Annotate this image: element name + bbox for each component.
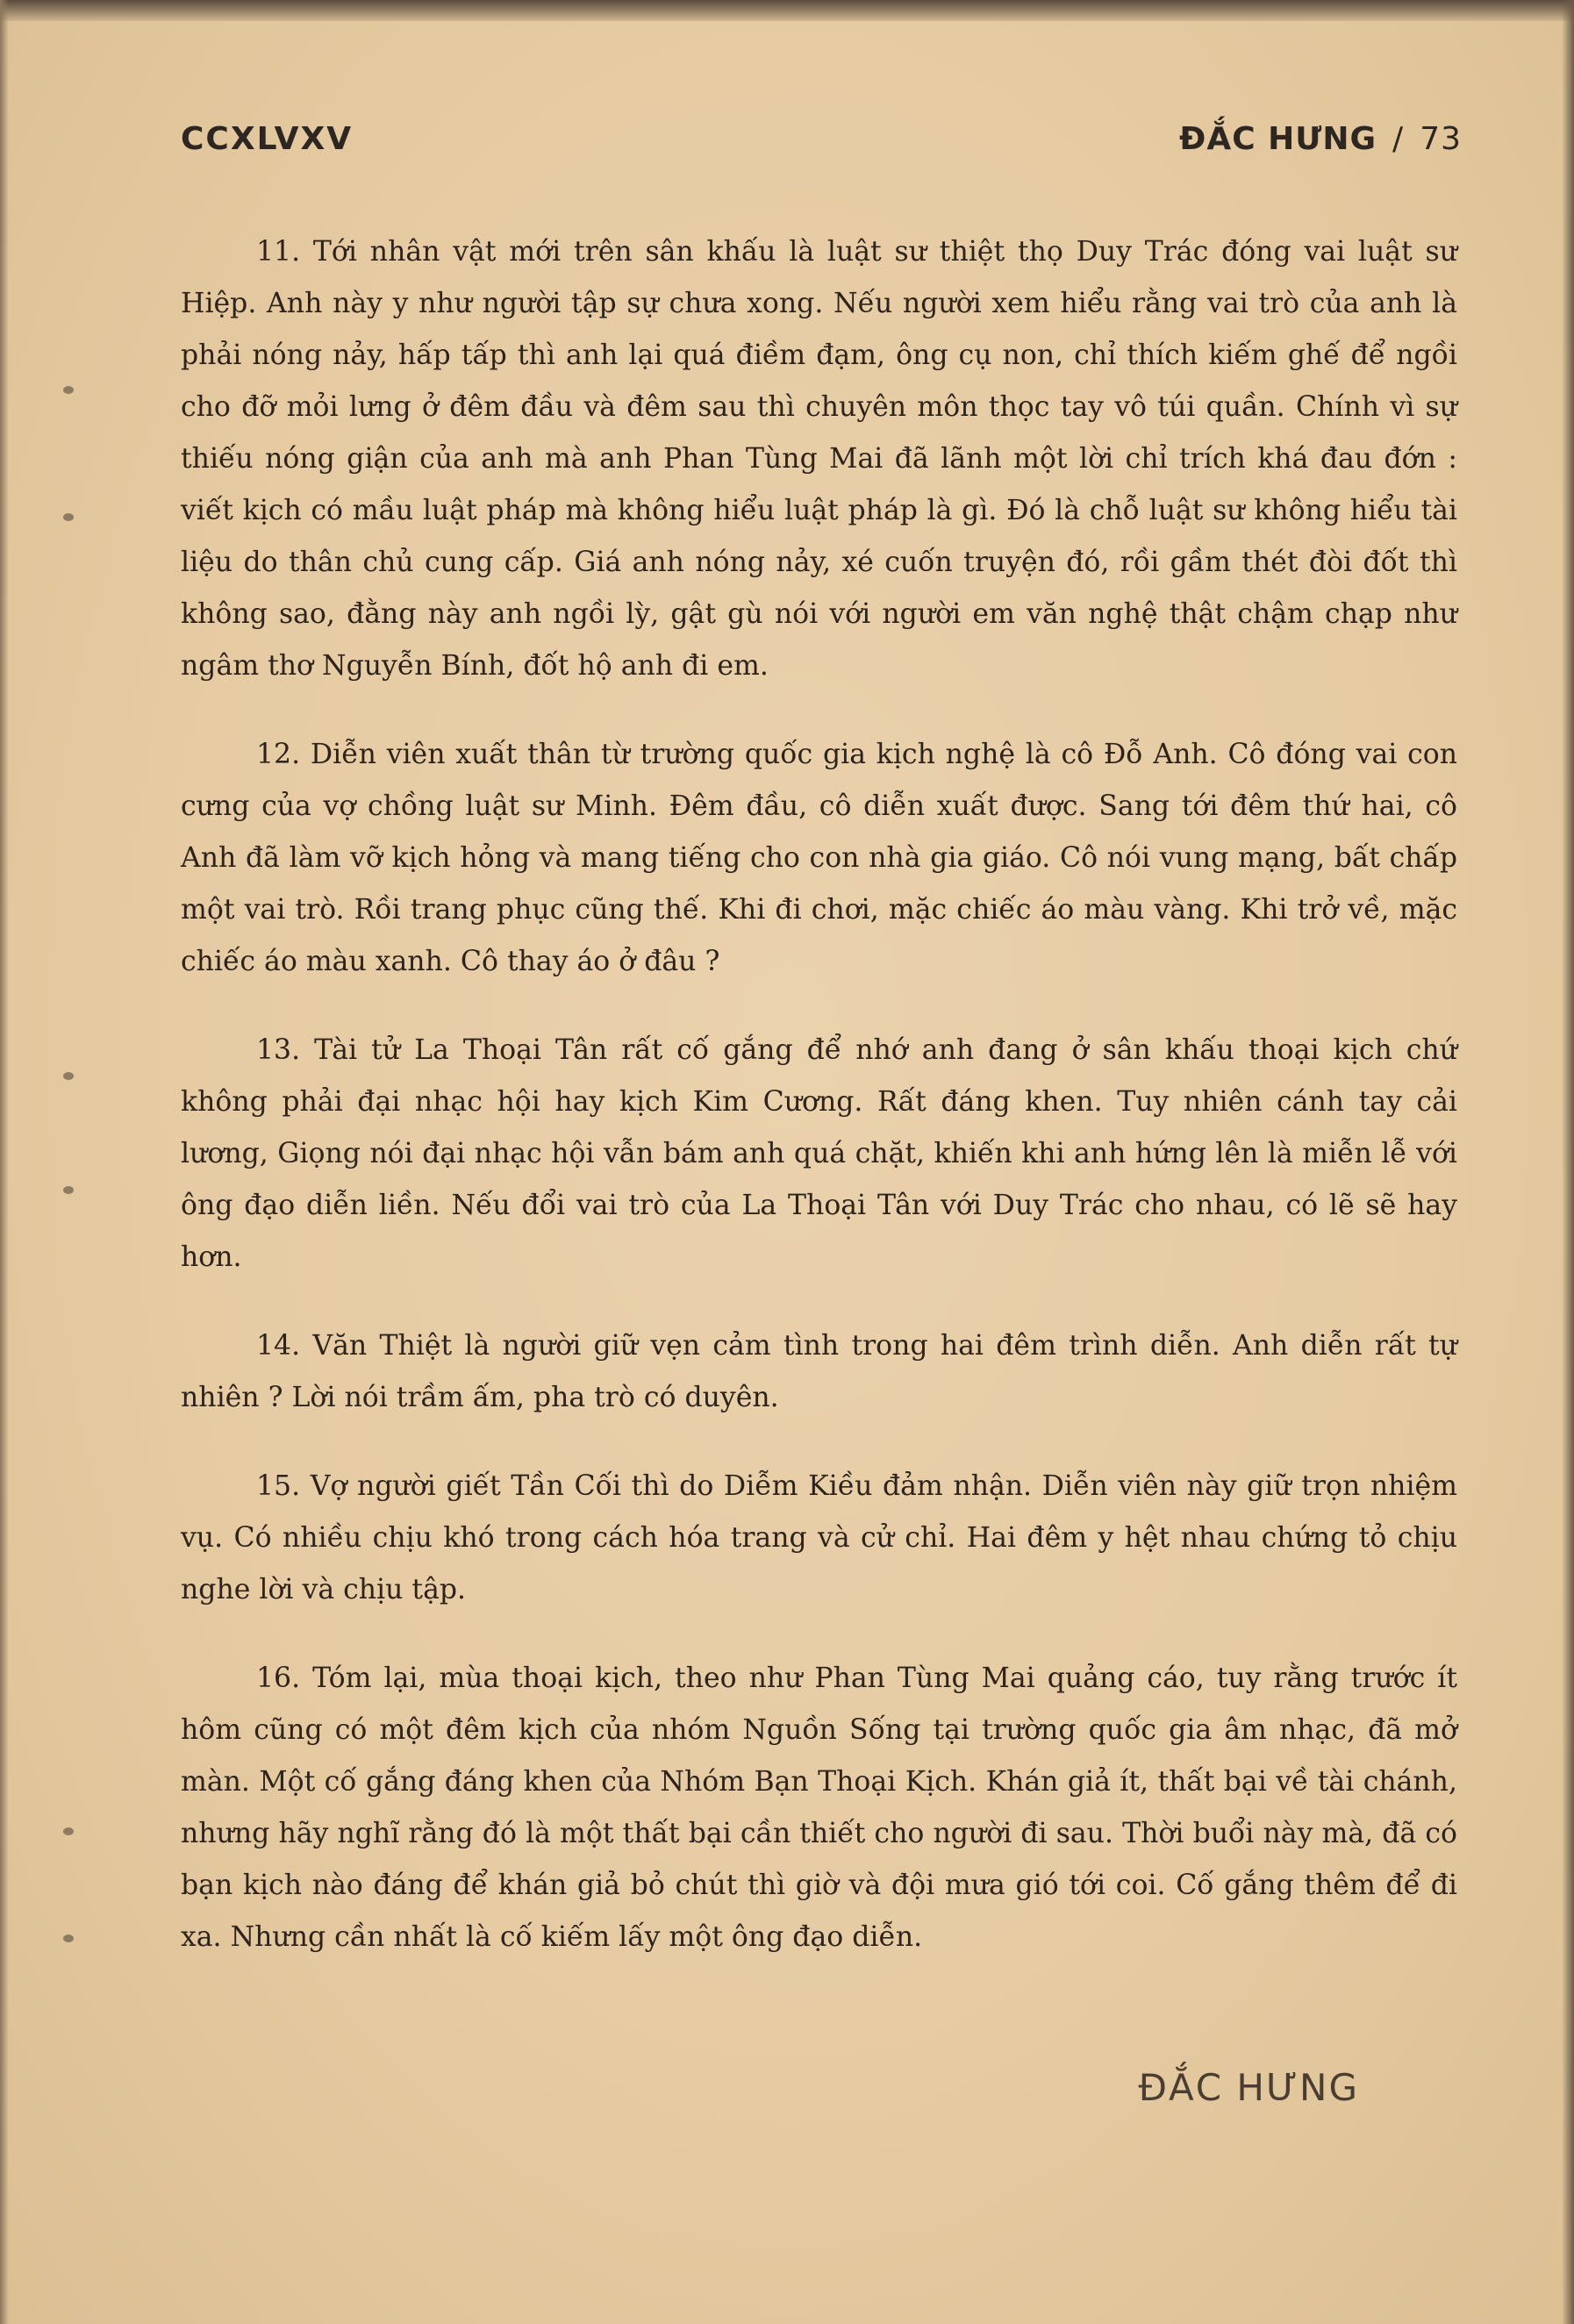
paragraph-number: 13. [256, 1034, 301, 1066]
page-number: 73 [1420, 121, 1462, 157]
author-signature: ĐẮC HƯNG [1138, 2066, 1359, 2109]
paragraph-number: 12. [256, 739, 301, 770]
paragraph-text: Văn Thiệt là người giữ vẹn cảm tình trong hai đêm trình diễn. Anh diễn rất tự nhiên ? Lời nói trầm ấm, pha trò có duyên. [181, 1330, 1457, 1413]
page-left-edge [0, 0, 9, 2324]
binding-hole [63, 1934, 74, 1942]
header-section-code: CCXLVXV [181, 121, 354, 157]
header-author: ĐẮC HƯNG [1179, 121, 1377, 157]
page-top-edge [0, 0, 1574, 21]
paragraph-13 [181, 1025, 1457, 1284]
paragraph-number: 11. [256, 236, 301, 268]
paragraph-number: 15. [256, 1470, 301, 1502]
header-separator: / [1392, 121, 1405, 157]
paragraph-16 [181, 1653, 1457, 1963]
paragraph-15 [181, 1461, 1457, 1616]
binding-hole [63, 1827, 74, 1835]
binding-hole [63, 1072, 74, 1080]
paragraph-text: Tới nhân vật mới trên sân khấu là luật sư thiệt thọ Duy Trác đóng vai luật sư Hiệp. Anh này y như người tập sự chưa xong. Nếu người xem hiểu rằng vai trò của anh là phải nóng nảy, hấp tấp thì anh lại quá điềm đạm, ông cụ non, chỉ thích kiếm ghế để ngồi cho đỡ mỏi lưng ở đêm đầu và đêm sau thì chuyên môn thọc tay vô túi quần. Chính vì sự thiếu nóng giận của anh mà anh Phan Tùng Mai đã lãnh một lời chỉ trích khá đau đớn : viết kịch có mầu luật pháp mà không hiểu luật pháp là gì. Đó là chỗ luật sư không hiểu tài liệu do thân chủ cung cấp. Giá anh nóng nảy, xé cuốn truyện đó, rồi gầm thét đòi đốt thì không sao, đằng này anh ngồi lỳ, gật gù nói với người em văn nghệ thật chậm chạp như ngâm thơ Nguyễn Bính, đốt hộ anh đi em. [181, 236, 1457, 682]
binding-hole [63, 1186, 74, 1194]
paragraph-text: Diễn viên xuất thân từ trường quốc gia kịch nghệ là cô Đỗ Anh. Cô đóng vai con cưng của vợ chồng luật sư Minh. Đêm đầu, cô diễn xuất được. Sang tới đêm thứ hai, cô Anh đã làm vỡ kịch hỏng và mang tiếng cho con nhà gia giáo. Cô nói vung mạng, bất chấp một vai trò. Rồi trang phục cũng thế. Khi đi chơi, mặc chiếc áo màu vàng. Khi trở về, mặc chiếc áo màu xanh. Cô thay áo ở đâu ? [181, 739, 1458, 977]
binding-hole [63, 513, 74, 521]
page-right-edge [1562, 0, 1574, 2324]
paragraph-number: 16. [256, 1663, 301, 1694]
paragraph-text: Tài tử La Thoại Tân rất cố gắng để nhớ anh đang ở sân khấu thoại kịch chứ không phải đại nhạc hội hay kịch Kim Cương. Rất đáng khen. Tuy nhiên cánh tay cải lương, Giọng nói đại nhạc hội vẫn bám anh quá chặt, khiến khi anh hứng lên là miễn lễ với ông đạo diễn liền. Nếu đổi vai trò của La Thoại Tân với Duy Trác cho nhau, có lẽ sẽ hay hơn. [181, 1034, 1458, 1273]
running-header [181, 121, 1462, 165]
binding-hole [63, 386, 74, 394]
paragraph-number: 14. [256, 1330, 301, 1362]
article-body [181, 226, 1457, 2000]
paragraph-11 [181, 226, 1457, 692]
paragraph-14 [181, 1320, 1457, 1424]
header-author-page [1179, 121, 1462, 157]
paragraph-text: Tóm lại, mùa thoại kịch, theo như Phan Tùng Mai quảng cáo, tuy rằng trước ít hôm cũng có một đêm kịch của nhóm Nguồn Sống tại trường quốc gia âm nhạc, đã mở màn. Một cố gắng đáng khen của Nhóm Bạn Thoại Kịch. Khán giả ít, thất bại về tài chánh, nhưng hãy nghĩ rằng đó là một thất bại cần thiết cho người đi sau. Thời buổi này mà, đã có bạn kịch nào đáng để khán giả bỏ chút thì giờ và đội mưa gió tới coi. Cố gắng thêm để đi xa. Nhưng cần nhất là cố kiếm lấy một ông đạo diễn. [181, 1663, 1457, 1953]
paragraph-12 [181, 729, 1457, 988]
paragraph-text: Vợ người giết Tần Cối thì do Diễm Kiều đảm nhận. Diễn viên này giữ trọn nhiệm vụ. Có nhiều chịu khó trong cách hóa trang và cử chỉ. Hai đêm y hệt nhau chứng tỏ chịu nghe lời và chịu tập. [181, 1470, 1457, 1605]
